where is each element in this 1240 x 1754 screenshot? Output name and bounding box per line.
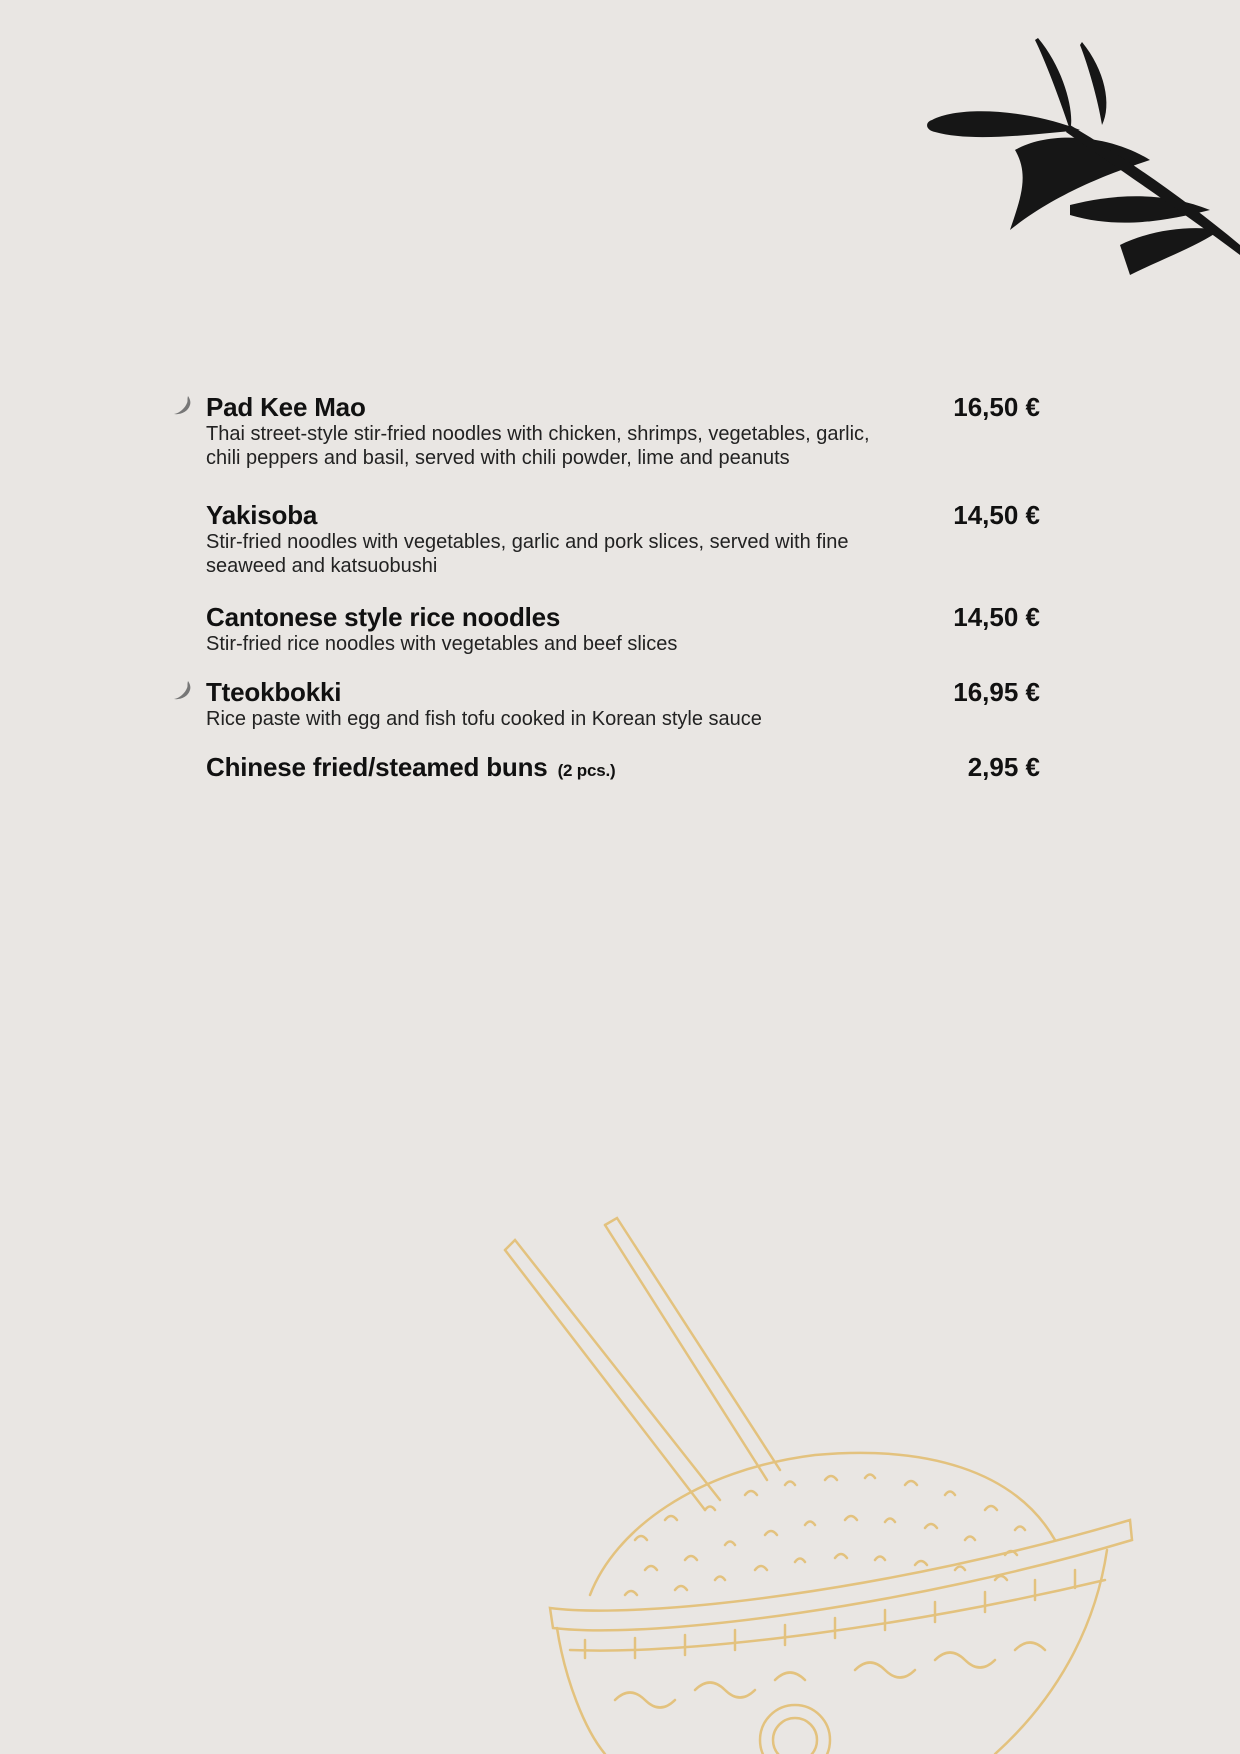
item-price: 14,50 €: [953, 500, 1040, 530]
item-description: Thai street-style stir-fried noodles with chicken, shrimps, vegetables, garlic, chili peppers and basil, served with chili powder, lime and peanuts: [206, 423, 870, 469]
item-name: Cantonese style rice noodles: [206, 602, 561, 632]
item-name: [206, 750, 615, 788]
item-name: Yakisoba: [206, 500, 318, 530]
item-price: 16,50 €: [953, 392, 1040, 422]
item-name: Pad Kee Mao: [206, 392, 366, 422]
item-description: Stir-fried noodles with vegetables, garlic and pork slices, served with fine seaweed and katsuobushi: [206, 531, 849, 577]
chili-pepper-icon: [172, 680, 194, 702]
item-name-text: Chinese fried/steamed buns: [206, 752, 548, 782]
menu-item-tteokbokki: [172, 675, 1040, 731]
item-price: 14,50 €: [953, 602, 1040, 632]
menu-item-chinese-buns: [172, 750, 1040, 788]
rice-bowl-chopsticks-illustration: [495, 1210, 1155, 1754]
menu-item-yakisoba: [172, 498, 1040, 578]
item-price: 2,95 €: [967, 752, 1040, 782]
item-name: Tteokbokki: [206, 677, 342, 707]
item-description: Stir-fried rice noodles with vegetables and beef slices: [206, 633, 678, 655]
chili-pepper-icon: [172, 395, 194, 417]
menu-item-pad-kee-mao: [172, 390, 1040, 470]
bamboo-leaves-illustration: [920, 30, 1240, 280]
menu-list: [172, 390, 1040, 788]
item-price: 16,95 €: [953, 677, 1040, 707]
item-description: Rice paste with egg and fish tofu cooked in Korean style sauce: [206, 708, 762, 730]
menu-item-cantonese-rice-noodles: [172, 600, 1040, 656]
item-quantity-note: (2 pcs.): [557, 761, 616, 780]
